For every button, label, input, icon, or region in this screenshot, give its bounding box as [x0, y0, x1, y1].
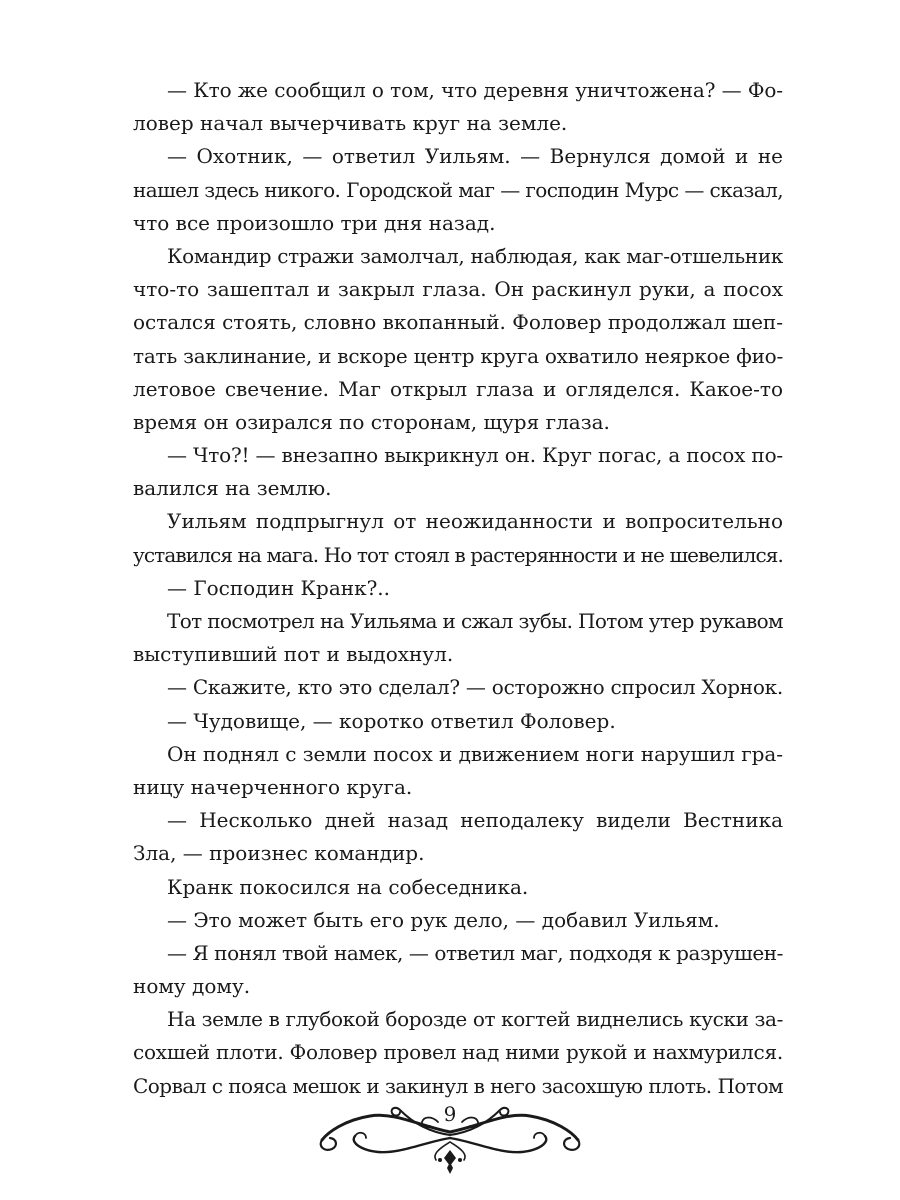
text-line: время он озирался по сторонам, щуря глаза.	[133, 409, 610, 434]
text-line: — Это может быть его рук дело, — добавил Уильям.	[167, 907, 720, 932]
text-line: — Скажите, кто это сделал? — осторожно спросил Хорнок.	[167, 675, 783, 700]
text-line: тать заклинание, и вскоре центр круга охватило неяркое фио-	[133, 343, 783, 368]
text-line: Сорвал с пояса мешок и закинул в него засохшую плоть. Потом	[133, 1073, 783, 1098]
text-line: что все произошло три дня назад.	[133, 210, 496, 235]
text-line: нашел здесь никого. Городской маг — господин Мурс — сказал,	[133, 177, 783, 202]
text-line: — Господин Кранк?..	[167, 575, 391, 600]
text-line: Кранк покосился на собеседника.	[167, 874, 529, 899]
text-line: уставился на мага. Но тот стоял в растерянности и не шевелился.	[133, 542, 783, 567]
text-line: — Несколько дней назад неподалеку видели Вестника	[167, 808, 783, 833]
text-line: что-то зашептал и закрыл глаза. Он раскинул руки, а посох	[133, 277, 783, 302]
text-line: Командир стражи замолчал, наблюдая, как маг-отшельник	[167, 243, 783, 268]
text-line: — Я понял твой намек, — ответил маг, подходя к разрушен-	[167, 940, 783, 965]
text-line: летовое свечение. Маг открыл глаза и огляделся. Какое-то	[133, 376, 783, 401]
text-line: На земле в глубокой борозде от когтей виднелись куски за-	[167, 1007, 783, 1032]
body-text	[133, 74, 783, 1103]
text-line: — Кто же сообщил о том, что деревня уничтожена? — Фо-	[167, 78, 783, 102]
text-line: Тот посмотрел на Уильяма и сжал зубы. Потом утер рукавом	[167, 609, 783, 633]
text-line: Уильям подпрыгнул от неожиданности и вопросительно	[167, 509, 783, 534]
page-footer	[300, 1100, 600, 1180]
text-line: Он поднял с земли посох и движением ноги нарушил гра-	[167, 741, 783, 766]
text-line: ницу начерченного круга.	[133, 774, 413, 799]
text-line: выступивший пот и выдохнул.	[133, 642, 454, 667]
text-line: — Что?! — внезапно выкрикнул он. Круг погас, а посох по-	[167, 443, 783, 468]
text-line: Зла, — произнес командир.	[133, 841, 425, 866]
text-line: — Охотник, — ответил Уильям. — Вернулся домой и не	[167, 144, 783, 169]
text-line: ловер начал вычерчивать круг на земле.	[133, 111, 568, 136]
text-line: остался стоять, словно вкопанный. Фоловер продолжал шеп-	[133, 310, 783, 335]
text-line: валился на землю.	[133, 476, 332, 501]
text-line: ному дому.	[133, 974, 251, 999]
page-number: 9	[443, 1102, 457, 1126]
text-line: — Чудовище, — коротко ответил Фоловер.	[167, 708, 616, 733]
text-line: сохшей плоти. Фоловер провел над ними рукой и нахмурился.	[133, 1040, 783, 1065]
